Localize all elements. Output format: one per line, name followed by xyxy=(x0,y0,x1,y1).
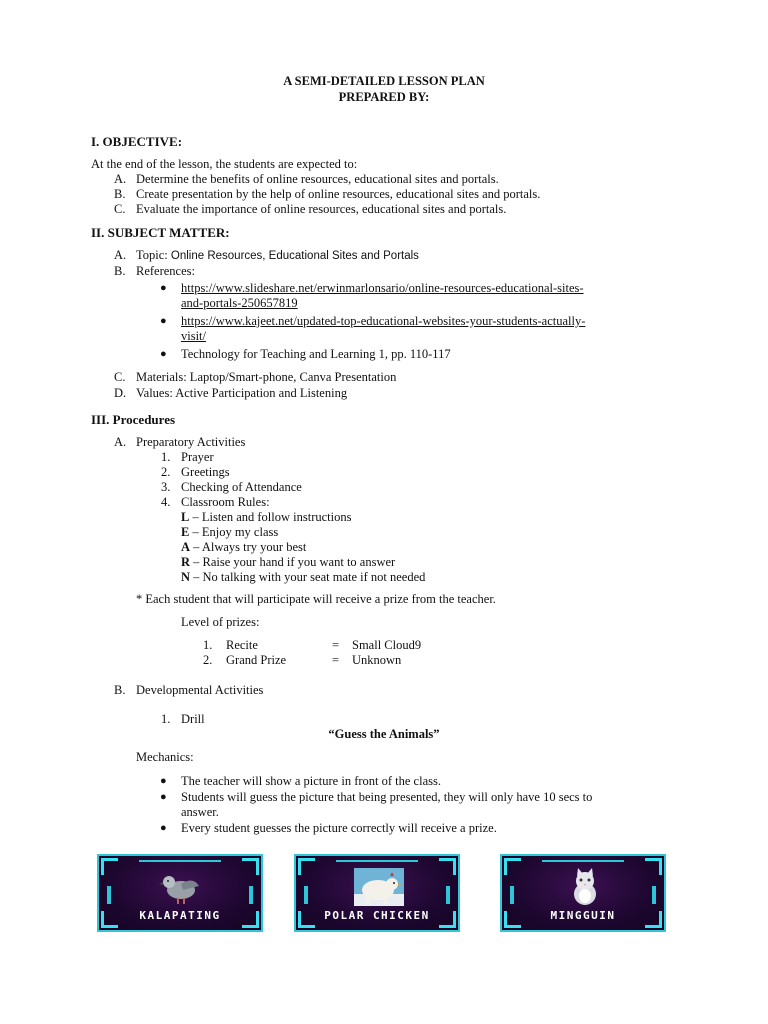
prize-level-label: Level of prizes: xyxy=(181,615,260,629)
mechanics-item-3: Every student guesses the picture correctly will receive a prize. xyxy=(181,821,497,835)
objective-item-b: Create presentation by the help of online resources, educational sites and portals. xyxy=(136,187,541,201)
prize-name-1: Recite xyxy=(226,638,258,652)
game-title: “Guess the Animals” xyxy=(328,727,440,741)
objective-item-a: Determine the benefits of online resources, educational sites and portals. xyxy=(136,172,499,186)
objective-item-c: Evaluate the importance of online resources, educational sites and portals. xyxy=(136,202,507,216)
mechanics-item-2: Students will guess the picture that being presented, they will only have 10 secs to xyxy=(181,790,593,804)
prep-item-attendance: Checking of Attendance xyxy=(181,480,302,494)
mechanics-item-2-cont: answer. xyxy=(181,805,219,819)
prize-eq-1: = xyxy=(332,638,340,652)
materials-marker: C. xyxy=(114,370,126,384)
cat-penguin-icon xyxy=(564,868,606,906)
topic-marker: A. xyxy=(114,248,127,262)
reference-link-2[interactable]: https://www.kajeet.net/updated-top-educational-websites-your-students-actually- xyxy=(181,314,586,328)
prize-value-1: Small Cloud9 xyxy=(352,638,422,652)
references-marker: B. xyxy=(114,264,126,278)
prep-marker-1: 1. xyxy=(161,450,171,464)
preparatory-marker: A. xyxy=(114,435,127,449)
mechanics-bullet-2: ● xyxy=(160,791,167,803)
rule-r: R – Raise your hand if you want to answer xyxy=(181,555,396,569)
topic-value: Online Resources, Educational Sites and Portals xyxy=(170,250,419,262)
prep-marker-2: 2. xyxy=(161,465,171,479)
references-label: References: xyxy=(136,264,195,278)
reference-link-1-cont[interactable]: and-portals-250657819 xyxy=(181,296,298,310)
objective-marker-a: A. xyxy=(114,172,127,186)
rule-a: A – Always try your best xyxy=(181,540,307,554)
topic-label: Topic: xyxy=(136,248,168,262)
rule-e: E – Enjoy my class xyxy=(181,525,279,539)
game-card-kalapating xyxy=(97,854,263,932)
mechanics-item-1: The teacher will show a picture in front of the class. xyxy=(181,774,441,788)
prize-name-2: Grand Prize xyxy=(226,653,287,667)
polar-bear-chicken-icon xyxy=(354,868,404,906)
objective-marker-b: B. xyxy=(114,187,126,201)
reference-bullet-3: ● xyxy=(160,348,167,360)
values-marker: D. xyxy=(114,386,127,400)
card-label-kalapating: KALAPATING xyxy=(139,909,221,922)
document-title: A SEMI-DETAILED LESSON PLAN xyxy=(283,74,485,88)
mechanics-label: Mechanics: xyxy=(136,750,194,764)
prize-marker-2: 2. xyxy=(203,653,213,667)
reference-bullet-1: ● xyxy=(160,282,167,294)
values: Values: Active Participation and Listening xyxy=(136,386,348,400)
drill-marker: 1. xyxy=(161,712,171,726)
prep-item-rules: Classroom Rules: xyxy=(181,495,270,509)
rule-l: L – Listen and follow instructions xyxy=(181,510,352,524)
prep-marker-4: 4. xyxy=(161,495,171,509)
game-card-polar-chicken xyxy=(294,854,460,932)
materials: Materials: Laptop/Smart-phone, Canva Presentation xyxy=(136,370,397,384)
drill-label: Drill xyxy=(181,712,205,726)
developmental-label: Developmental Activities xyxy=(136,683,264,697)
mechanics-bullet-1: ● xyxy=(160,775,167,787)
prize-note: * Each student that will participate will receive a prize from the teacher. xyxy=(136,592,496,606)
prize-value-2: Unknown xyxy=(352,653,402,667)
prep-marker-3: 3. xyxy=(161,480,171,494)
prize-eq-2: = xyxy=(332,653,340,667)
reference-link-1[interactable]: https://www.slideshare.net/erwinmarlonsario/online-resources-educational-sites- xyxy=(181,281,584,295)
developmental-marker: B. xyxy=(114,683,126,697)
reference-link-2-cont[interactable]: visit/ xyxy=(181,329,207,343)
card-label-mingguin: MINGGUIN xyxy=(550,909,616,922)
objective-heading: I. OBJECTIVE: xyxy=(91,134,183,149)
reference-book: Technology for Teaching and Learning 1, pp. 110-117 xyxy=(181,347,451,361)
procedures-heading: III. Procedures xyxy=(91,412,176,427)
mechanics-bullet-3: ● xyxy=(160,822,167,834)
prepared-by: PREPARED BY: xyxy=(338,90,430,104)
prize-marker-1: 1. xyxy=(203,638,213,652)
card-label-polar-chicken: POLAR CHICKEN xyxy=(324,909,430,922)
game-card-mingguin xyxy=(500,854,666,932)
objective-marker-c: C. xyxy=(114,202,126,216)
pigeon-icon xyxy=(159,868,201,906)
objective-intro: At the end of the lesson, the students are expected to: xyxy=(91,157,358,171)
reference-bullet-2: ● xyxy=(160,315,167,327)
prep-item-prayer: Prayer xyxy=(181,450,214,464)
preparatory-label: Preparatory Activities xyxy=(136,435,246,449)
subject-matter-heading: II. SUBJECT MATTER: xyxy=(91,225,230,240)
rule-n: N – No talking with your seat mate if not needed xyxy=(181,570,426,584)
prep-item-greetings: Greetings xyxy=(181,465,230,479)
topic-line xyxy=(136,248,419,264)
